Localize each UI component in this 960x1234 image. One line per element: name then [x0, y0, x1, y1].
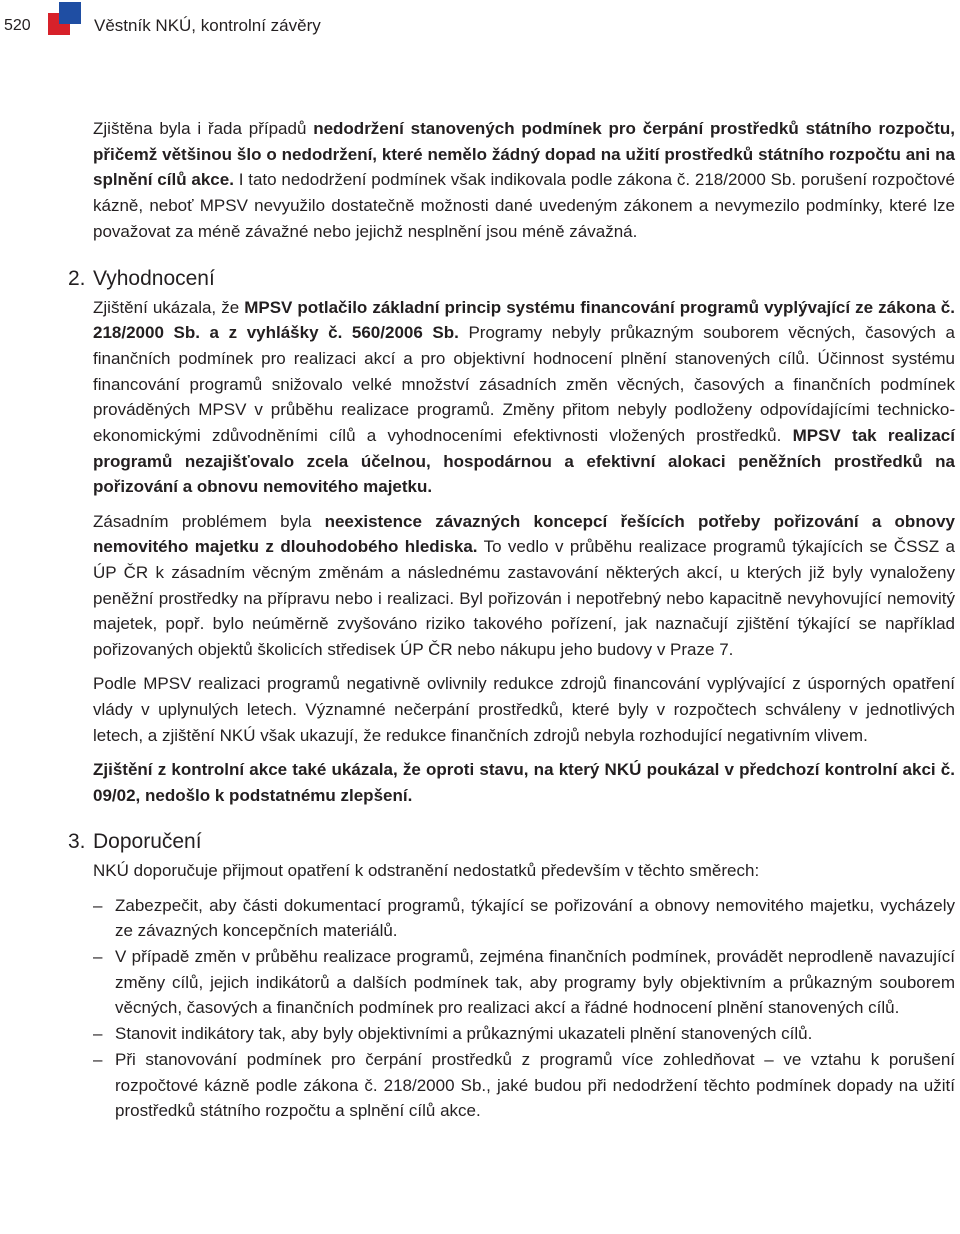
section-number: 3. [68, 830, 86, 854]
logo-blue-square [59, 2, 81, 24]
paragraph-mpsv-opinion [93, 671, 955, 748]
list-dash: – [93, 946, 103, 966]
list-dash: – [93, 1024, 103, 1044]
list-item [93, 944, 955, 1021]
list-item-text: Při stanovování podmínek pro čerpání prostředků z programů více zohledňovat – ve vztahu k porušení rozpočtové kázně podle zákona č. 218/2000 Sb., jaké budou při nedodržení těchto podmínek dopady na užití prostředků státního rozpočtu a splnění cílů akce. [115, 1049, 955, 1121]
section-heading-recommendations [68, 828, 955, 856]
paragraph-main-problem [93, 509, 955, 663]
recommendations-list [93, 893, 955, 1124]
list-item [93, 893, 955, 944]
text-run: I tato nedodržení podmínek však indikovala podle zákona č. 218/2000 Sb. porušení rozpočtové kázně, neboť MPSV nevyužilo dostatečně možnosti dané uvedeným zákonem a nevymezilo podmínky, které lze považovat za méně závažné nebo jejichž nesplnění jsou méně závažná. [93, 170, 956, 241]
document-body [68, 116, 956, 1124]
paragraph-recommendations-intro [93, 858, 955, 884]
text-run: Zásadním problémem byla [93, 511, 325, 531]
list-item-text: V případě změn v průběhu realizace programů, zejména finančních podmínek, provádět neprodleně navazující změny cílů, jejich indikátorů a dalších podmínek tak, aby programy byly objektivním a průkazným souborem věcných, časových a finančních podmínek pro realizaci akcí a řádné hodnocení plnění stanovených cílů. [115, 946, 955, 1018]
paragraph-evaluation [93, 295, 955, 501]
bold-text-run: MPSV tak realizací programů nezajišťovalo zcela účelnou, hospodárnou a efektivní alokaci peněžních prostředků na pořizování a obnovu nemovitého majetku. [93, 426, 955, 497]
list-dash: – [93, 1049, 103, 1069]
paragraph-previous-audit [93, 757, 955, 808]
list-item-text: Stanovit indikátory tak, aby byly objektivními a průkaznými ukazateli plnění stanovených cílů. [115, 1024, 813, 1044]
running-title: Věstník NKÚ, kontrolní závěry [94, 16, 321, 35]
text-run: NKÚ doporučuje přijmout opatření k odstranění nedostatků především v těchto směrech: [93, 861, 760, 881]
bold-text-run: MPSV potlačilo základní princip systému financování programů vyplývající ze zákona č. 218/2000 Sb. a z vyhlášky č. 560/2006 Sb. [93, 297, 955, 343]
section-title: Vyhodnocení [93, 266, 215, 290]
list-item-text: Zabezpečit, aby části dokumentací programů, týkající se pořizování a obnovy nemovitého majetku, vycházely ze závazných koncepčních materiálů. [115, 895, 955, 941]
text-run: Podle MPSV realizaci programů negativně ovlivnily redukce zdrojů financování vyplývající z úsporných opatření vlády v uplynulých letech. Významné nečerpání prostředků, které byly v rozpočtech schváleny v jednotlivých letech, a zjištění NKÚ však ukazují, že redukce finančních zdrojů nebyla rozhodující negativním vlivem. [93, 674, 955, 745]
page-number: 520 [4, 17, 31, 34]
list-item [93, 1021, 955, 1047]
text-run: Programy nebyly průkazným souborem věcných, časových a finančních podmínek pro realizaci akcí a pro objektivní hodnocení plnění stanovených cílů. Účinnost systému financování programů snižovalo velké množství zásadních změn věcných, časových a finančních podmínek prováděných MPSV v průběhu realizace programů. Změny přitom nebyly podloženy odpovídajícími technicko-ekonomickými zdůvodněními cílů a vyhodnoceními efektivnosti vložených prostředků. [93, 323, 956, 446]
list-dash: – [93, 895, 103, 915]
list-item [93, 1047, 955, 1124]
page-header [0, 0, 960, 50]
section-number: 2. [68, 266, 86, 290]
text-run: Zjištění ukázala, že [93, 297, 245, 317]
bold-text-run: neexistence závazných koncepcí řešících potřeby pořizování a obnovy nemovitého majetku z dlouhodobého hlediska. [93, 511, 955, 557]
bold-text-run: Zjištění z kontrolní akce také ukázala, že oproti stavu, na který NKÚ poukázal v předchozí kontrolní akci č. 09/02, nedošlo k podstatnému zlepšení. [93, 759, 955, 805]
text-run: Zjištěna byla i řada případů [93, 119, 314, 138]
paragraph-findings [93, 116, 955, 245]
bold-text-run: nedodržení stanovených podmínek pro čerpání prostředků státního rozpočtu, přičemž většinou šlo o nedodržení, které nemělo žádný dopad na užití prostředků státního rozpočtu ani na splnění cílů akce. [93, 119, 955, 190]
text-run: To vedlo v průběhu realizace programů týkajících se ČSSZ a ÚP ČR k zásadním věcným změnám a následnému zastavování některých akcí, u kterých již byly vynaloženy peněžní prostředky na přípravu nebo i realizaci. Byl pořizován i nepotřebný nebo kapacitně nevyhovující nemovitý majetek, popř. bylo neúměrně zvyšováno riziko takového pořízení, jak naznačují zjištění týkající se například pořizovaných objektů školicích středisek ÚP ČR nebo nákupu jeho budovy v Praze 7. [93, 537, 955, 660]
section-title: Doporučení [93, 830, 202, 854]
section-heading-evaluation [68, 265, 955, 293]
